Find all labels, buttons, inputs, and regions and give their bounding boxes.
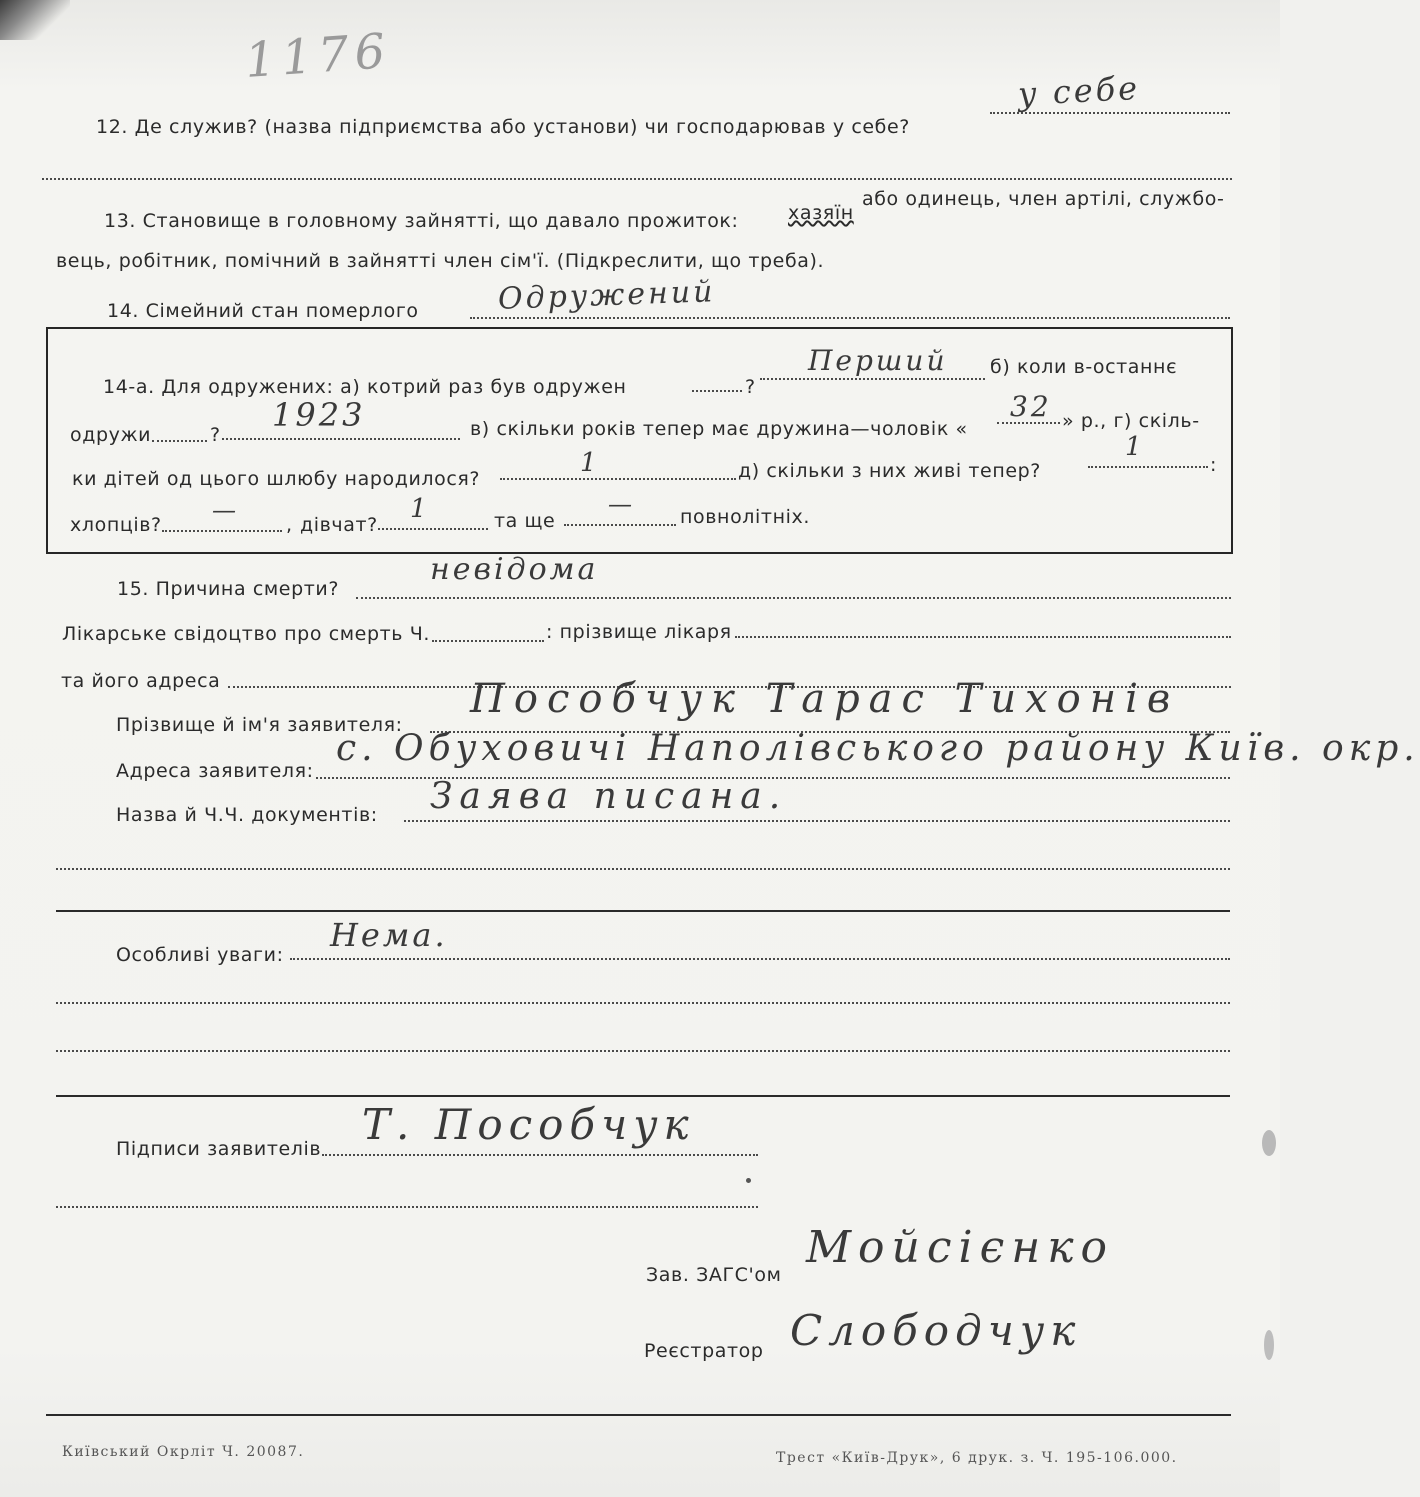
q14-label: 14. Сімейний стан померлого xyxy=(107,300,419,322)
registry-head-signature: Мойсієнко xyxy=(806,1222,1114,1273)
applicant-signature-line xyxy=(322,1154,758,1156)
scan-speck xyxy=(1262,1130,1276,1156)
q15-cert-number-line xyxy=(432,640,544,642)
q14a-girls-label: дівчат? xyxy=(300,514,378,536)
q14a-part-b-label: б) коли в-останнє xyxy=(990,356,1178,378)
q14a-more-answer: — xyxy=(608,490,635,518)
section-divider xyxy=(56,910,1230,912)
q15-address-label: та його адреса xyxy=(61,670,221,692)
q13-line2: вець, робітник, помічний в зайнятті член сім'ї. (Підкреслити, що треба). xyxy=(56,250,825,272)
q15-label: 15. Причина смерти? xyxy=(117,578,340,600)
q14a-part-g-answer-line xyxy=(500,478,736,480)
bottom-divider xyxy=(46,1414,1231,1416)
q14a-part-a-answer-line xyxy=(760,378,985,380)
q14a-more-label: та ще xyxy=(494,510,556,532)
registry-head-label: Зав. ЗАГС'ом xyxy=(646,1264,782,1286)
notes-divider xyxy=(56,1095,1230,1097)
applicant-signature-line-2 xyxy=(56,1206,758,1208)
q15-answer: невідома xyxy=(430,552,599,587)
q12-answer: у себе xyxy=(1017,68,1141,114)
registrar-label: Реєстратор xyxy=(644,1340,764,1362)
q14a-part-a-q: ? xyxy=(745,376,756,398)
q15-doctor-line xyxy=(735,636,1231,638)
q12-label: 12. Де служив? (назва підприємства або установи) чи господарював у себе? xyxy=(96,116,910,138)
q14a-boys-sep: , xyxy=(286,514,293,536)
applicant-name-label: Прізвище й ім'я заявителя: xyxy=(116,714,403,736)
q14a-part-b-label2: одружи xyxy=(70,424,152,446)
q14a-boys-line xyxy=(162,530,282,532)
applicant-docs-value: Заява писана. xyxy=(430,776,788,817)
q15-doctor-label: : прізвище лікаря xyxy=(546,621,732,643)
applicant-address-value: с. Обуховичі Наполівського району Київ. окр. xyxy=(336,728,1420,769)
q14a-part-v-suffix: » р., г) скіль- xyxy=(1062,410,1200,432)
q14a-part-d-answer-line xyxy=(1088,466,1208,468)
q14a-part-d-label: д) скільки з них живі тепер? xyxy=(738,460,1041,482)
notes-line-3 xyxy=(56,1050,1230,1052)
footer-left: Київський Окрліт Ч. 20087. xyxy=(62,1444,305,1460)
applicant-address-label: Адреса заявителя: xyxy=(116,760,314,782)
q14a-part-d-colon: : xyxy=(1210,454,1218,476)
applicant-docs-line-2 xyxy=(56,868,1230,870)
q13-underlined-option: хазяїн xyxy=(788,202,854,224)
q13-line1-suffix: або одинець, член артілі, службо- xyxy=(862,188,1225,210)
footer-right: Трест «Київ-Друк», 6 друк. з. Ч. 195-106.000. xyxy=(776,1450,1178,1466)
q14a-part-v-label: в) скільки років тепер має дружина—чоловік « xyxy=(470,418,968,440)
scan-corner-shadow xyxy=(0,0,70,40)
q14a-part-b-answer-line xyxy=(222,438,460,440)
notes-label: Особливі уваги: xyxy=(116,944,284,966)
margin-note: 1176 xyxy=(243,22,393,90)
notes-line-2 xyxy=(56,1002,1230,1004)
applicant-docs-label: Назва й Ч.Ч. документів: xyxy=(116,804,378,826)
q14a-part-d-answer: 1 xyxy=(1125,432,1145,462)
notes-line-1 xyxy=(290,958,1230,960)
q15-cert-label: Лікарське свідоцтво про смерть Ч. xyxy=(62,623,430,645)
q14a-part-a-answer: Перший xyxy=(808,344,948,377)
q14a-adults-label: повнолітніх. xyxy=(680,506,810,528)
q14-answer-line xyxy=(470,317,1230,319)
applicant-signature: Т. Пособчук xyxy=(362,1100,695,1149)
q14a-part-a-line xyxy=(692,390,742,392)
applicant-signature-label: Підписи заявителів xyxy=(116,1138,322,1160)
applicant-docs-line xyxy=(404,820,1230,822)
q14-answer: Одружений xyxy=(497,274,717,317)
q14a-part-g-answer: 1 xyxy=(580,448,600,478)
q14a-part-g-label: ки дітей од цього шлюбу народилося? xyxy=(72,468,481,490)
q14a-part-b-line xyxy=(152,440,207,442)
q12-continuation-line xyxy=(42,178,1232,180)
scan-speck xyxy=(746,1178,751,1183)
q14a-girls-line xyxy=(378,528,488,530)
registrar-signature: Слободчук xyxy=(790,1306,1082,1355)
q14a-girls-answer: 1 xyxy=(410,494,430,524)
q14a-boys-label: хлопців? xyxy=(70,514,162,536)
q14a-more-line xyxy=(564,524,676,526)
q15-answer-line xyxy=(356,597,1231,599)
notes-value: Нема. xyxy=(330,916,448,954)
applicant-name-value: Пособчук Тарас Тихонів xyxy=(470,676,1180,722)
q14a-part-v-answer: 32 xyxy=(1010,390,1052,423)
q14a-part-b-q: ? xyxy=(210,424,221,446)
scan-speck xyxy=(1264,1330,1274,1360)
q14a-boys-answer: — xyxy=(212,496,239,524)
q14a-part-b-answer: 1923 xyxy=(272,396,366,434)
q13-line1-prefix: 13. Становище в головному зайнятті, що давало прожиток: xyxy=(104,210,739,232)
q14a-part-a-label: 14-а. Для одружених: а) котрий раз був одружен xyxy=(103,376,627,398)
